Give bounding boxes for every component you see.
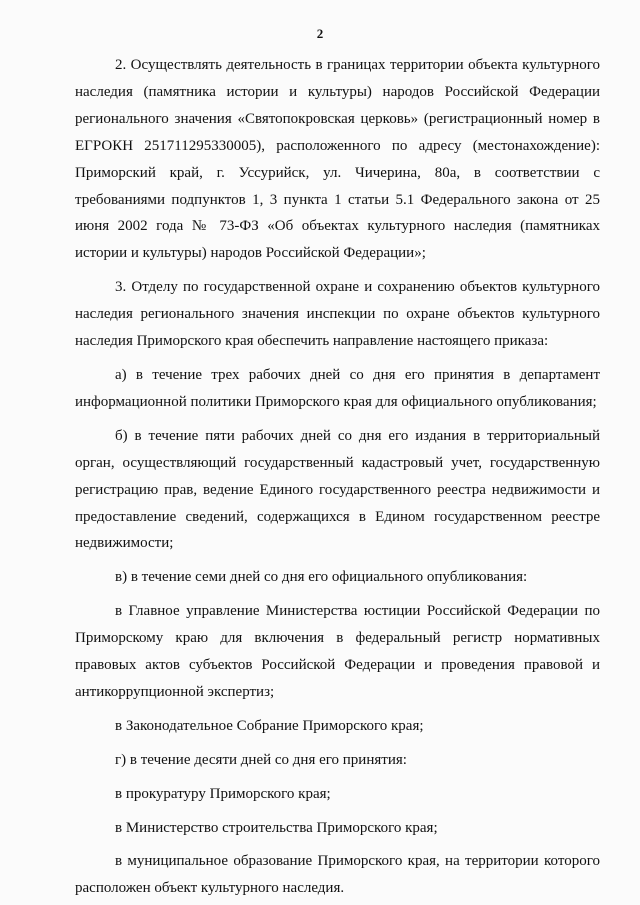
paragraph-prosecutor: в прокуратуру Приморского края;	[115, 785, 331, 802]
document-body	[75, 52, 600, 902]
paragraph-legislative-assembly: в Законодательное Собрание Приморского края;	[115, 717, 424, 734]
paragraph-subitem-a: а) в течение трех рабочих дней со дня его принятия в департамент информационной политики Приморского края для официального опубликования;	[75, 366, 600, 410]
paragraph-municipality: в муниципальное образование Приморского края, на территории которого расположен объект культурного наследия.	[75, 853, 600, 897]
paragraph-subitem-v: в) в течение семи дней со дня его официального опубликования:	[115, 569, 528, 586]
paragraph-ministry-justice: в Главное управление Министерства юстиции Российской Федерации по Приморскому краю для включения в федеральный регистр нормативных правовых актов субъектов Российской Федерации и проведения правовой и антикоррупционной экспертиз;	[75, 603, 600, 700]
page-number: 2	[316, 26, 324, 41]
paragraph-ministry-construction: в Министерство строительства Приморского края;	[115, 819, 438, 836]
paragraph-subitem-g: г) в течение десяти дней со дня его принятия:	[115, 751, 407, 768]
paragraph-item-2: 2. Осуществлять деятельность в границах территории объекта культурного наследия (памятника истории и культуры) народов Российской Федерации регионального значения «Святопокровская церковь» (регистрационный номер в ЕГРОКН 251711295330005), расположенного по адресу (местонахождение): Приморский край, г. Уссурийск, ул. Чичерина, 80а, в соответствии с требованиями подпунктов 1, 3 пункта 1 статьи 5.1 Федерального закона от 25 июня 2002 года № 73-ФЗ «Об объектах культурного наследия (памятниках истории и культуры) народов Российской Федерации»;	[75, 57, 600, 262]
paragraph-item-3: 3. Отделу по государственной охране и сохранению объектов культурного наследия регионального значения инспекции по охране объектов культурного наследия Приморского края обеспечить направление настоящего приказа:	[75, 279, 600, 350]
paragraph-subitem-b: б) в течение пяти рабочих дней со дня его издания в территориальный орган, осуществляющий государственный кадастровый учет, государственную регистрацию прав, ведение Единого государственного реестра недвижимости и предоставление сведений, содержащихся в Едином государственном реестре недвижимости;	[75, 427, 600, 552]
